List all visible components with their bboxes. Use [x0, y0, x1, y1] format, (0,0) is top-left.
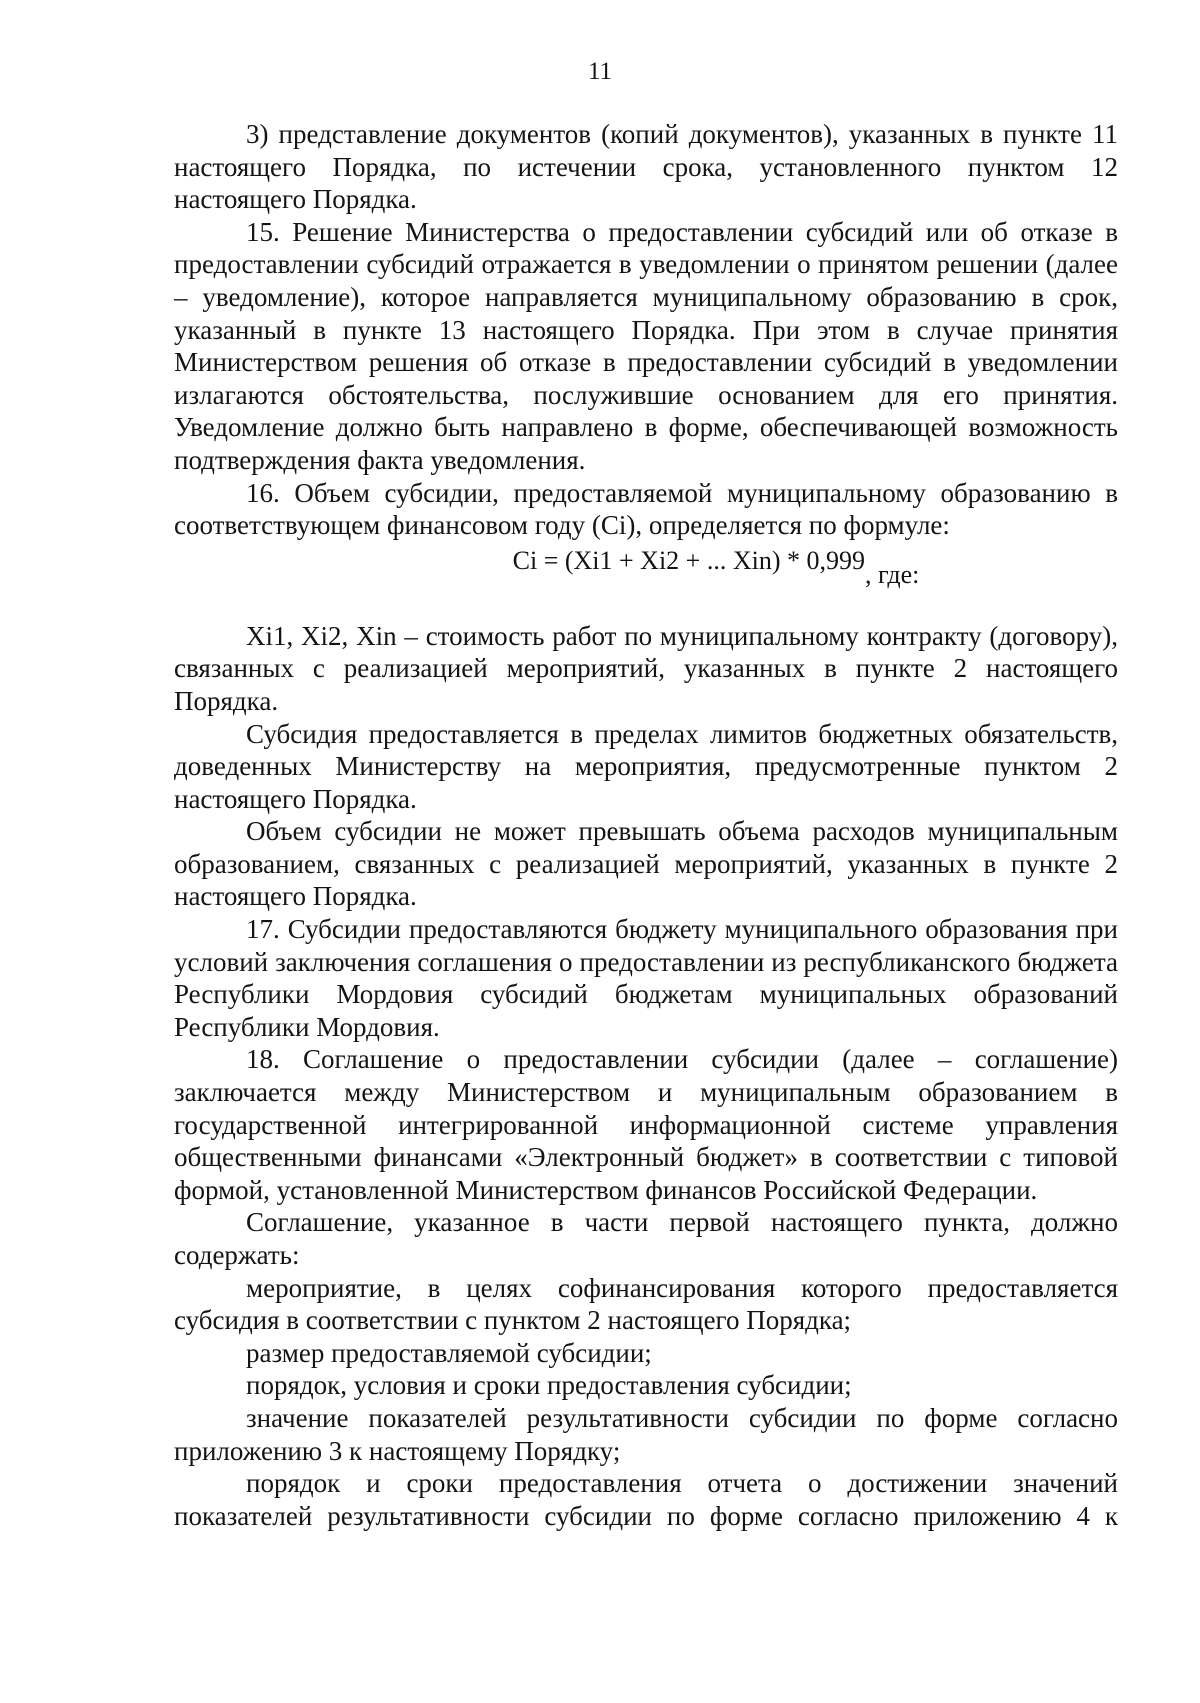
list-item-procedure: порядок, условия и сроки предоставления субсидии; — [246, 1370, 852, 1401]
paragraph-variables: Xi1, Xi2, Xin – стоимость работ по муниципальному контракту (договору), связанных с реализацией мероприятий, указанных в пункте 2 настоящего Порядка. — [174, 620, 1118, 716]
list-item-amount: размер предоставляемой субсидии; — [246, 1337, 652, 1368]
paragraph-subsidy-volume: Объем субсидии не может превышать объема расходов муниципальным образованием, связанных с реализацией мероприятий, указанных в пункте 2 настоящего Порядка. — [174, 816, 1118, 912]
paragraph-17: 17. Субсидии предоставляются бюджету муниципального образования при условий заключения соглашения о предоставлении из республиканского бюджета Республики Мордовия субсидий бюджетам муниципальных образований Республики Мордовия. — [174, 914, 1118, 1042]
paragraph-item-3: 3) представление документов (копий документов), указанных в пункте 11 настоящего Порядка, по истечении срока, установленного пунктом 12 настоящего Порядка. — [174, 119, 1118, 215]
list-item-report: порядок и сроки предоставления отчета о достижении значений показателей результативности субсидии по форме согласно приложению 4 к — [174, 1468, 1118, 1531]
spacer — [174, 590, 1118, 620]
document-body — [174, 118, 1118, 1532]
formula-expression: Ci = (Xi1 + Xi2 + ... Xin) * 0,999 — [512, 545, 865, 575]
paragraph-15: 15. Решение Министерства о предоставлении субсидий или об отказе в предоставлении субсидий отражается в уведомлении о принятом решении (далее – уведомление), которое направляется муниципальному образованию в срок, указанный в пункте 13 настоящего Порядка. При этом в случае принятия Министерством решения об отказе в предоставлении субсидий в уведомлении излагаются обстоятельства, послужившие основанием для его принятия. Уведомление должно быть направлено в форме, обеспечивающей возможность подтверждения факта уведомления. — [174, 216, 1118, 475]
list-item-activity: мероприятие, в целях софинансирования которого предоставляется субсидия в соответствии с пунктом 2 настоящего Порядка; — [174, 1272, 1118, 1336]
formula-suffix: , где: — [865, 559, 920, 589]
paragraph-16: 16. Объем субсидии, предоставляемой муниципальному образованию в соответствующем финансовом году (Ci), определяется по формуле: — [174, 477, 1118, 541]
paragraph-subsidy-limits: Субсидия предоставляется в пределах лимитов бюджетных обязательств, доведенных Министерству на мероприятия, предусмотренные пунктом 2 настоящего Порядка. — [174, 718, 1118, 814]
page-number: 11 — [587, 58, 613, 85]
list-item-indicators: значение показателей результативности субсидии по форме согласно приложению 3 к настоящему Порядку; — [174, 1402, 1118, 1466]
paragraph-18: 18. Соглашение о предоставлении субсидии (далее – соглашение) заключается между Министерством и муниципальным образованием в государственной интегрированной информационной системе управления общественными финансами «Электронный бюджет» в соответствии с типовой формой, установленной Министерством финансов Российской Федерации. — [174, 1044, 1118, 1205]
paragraph-agreement-contents: Соглашение, указанное в части первой настоящего пункта, должно содержать: — [174, 1207, 1118, 1270]
formula — [174, 545, 1118, 589]
